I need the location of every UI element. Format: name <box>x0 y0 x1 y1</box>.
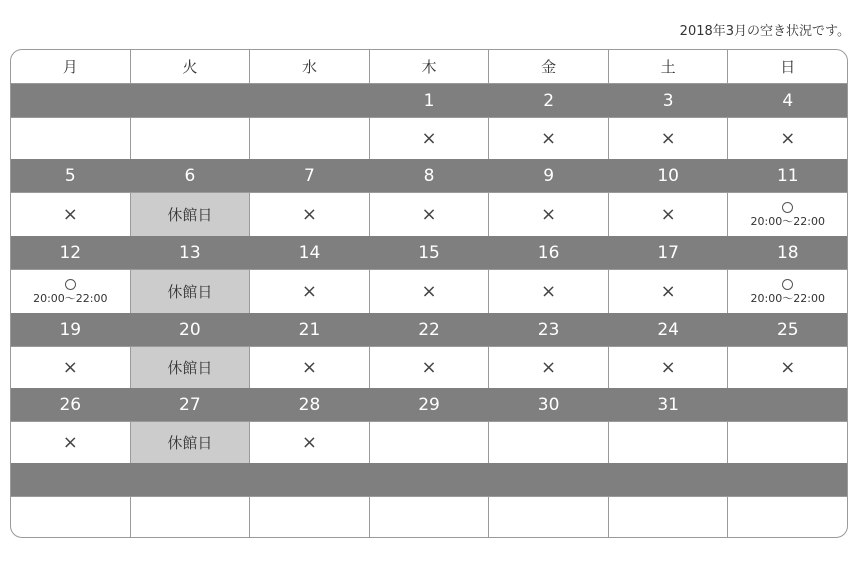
available-slot <box>727 270 847 313</box>
date-cell: 16 <box>488 236 608 269</box>
available-time: 20:00〜22:00 <box>33 292 108 305</box>
empty-cell <box>488 497 608 538</box>
date-cell: 8 <box>369 159 489 192</box>
date-cell <box>369 463 489 496</box>
available-slot-content <box>751 202 825 227</box>
status-row <box>11 496 847 538</box>
date-cell: 20 <box>130 313 250 346</box>
date-cell <box>11 84 130 117</box>
unavailable-mark: × <box>608 270 728 313</box>
empty-cell <box>130 497 250 538</box>
empty-cell <box>249 497 369 538</box>
available-time: 20:00〜22:00 <box>750 292 825 305</box>
date-cell: 10 <box>608 159 728 192</box>
date-cell: 25 <box>727 313 847 346</box>
unavailable-mark: × <box>249 422 369 463</box>
unavailable-mark: × <box>62 432 78 453</box>
date-cell: 31 <box>608 388 728 421</box>
available-circle-icon <box>782 279 793 290</box>
unavailable-mark: × <box>369 347 489 388</box>
date-cell: 12 <box>59 242 82 263</box>
empty-cell <box>608 497 728 538</box>
date-cell: 14 <box>249 236 369 269</box>
empty-cell <box>369 497 489 538</box>
calendar-weeks <box>11 84 847 538</box>
date-cell: 4 <box>727 84 847 117</box>
closed-day-label: 休館日 <box>130 347 250 388</box>
date-cell: 9 <box>488 159 608 192</box>
unavailable-mark: × <box>249 270 369 313</box>
weekday-header <box>11 50 847 84</box>
empty-cell <box>11 118 130 159</box>
date-row <box>11 388 847 421</box>
date-cell: 3 <box>608 84 728 117</box>
available-slot-content <box>751 279 825 304</box>
date-cell: 24 <box>608 313 728 346</box>
date-cell <box>249 84 369 117</box>
empty-cell <box>369 422 489 463</box>
weekday-wed: 水 <box>249 50 369 83</box>
date-cell <box>608 463 728 496</box>
unavailable-mark: × <box>608 193 728 236</box>
date-row <box>11 236 847 269</box>
empty-cell <box>727 422 847 463</box>
closed-day-label: 休館日 <box>130 193 250 236</box>
status-row <box>11 421 847 463</box>
date-cell: 7 <box>249 159 369 192</box>
date-cell: 19 <box>59 319 82 340</box>
date-cell <box>130 463 250 496</box>
date-cell <box>488 463 608 496</box>
date-cell: 22 <box>369 313 489 346</box>
available-circle-icon <box>65 279 76 290</box>
date-row <box>11 159 847 192</box>
date-cell: 28 <box>249 388 369 421</box>
empty-cell <box>608 422 728 463</box>
date-cell: 6 <box>130 159 250 192</box>
unavailable-mark: × <box>249 347 369 388</box>
date-cell: 5 <box>64 165 76 186</box>
unavailable-mark: × <box>608 347 728 388</box>
date-cell <box>11 463 130 496</box>
weekday-sat: 土 <box>608 50 728 83</box>
unavailable-mark: × <box>727 118 847 159</box>
date-cell: 1 <box>369 84 489 117</box>
status-row <box>11 117 847 159</box>
empty-cell <box>249 118 369 159</box>
unavailable-mark: × <box>249 193 369 236</box>
weekday-mon: 月 <box>62 58 78 76</box>
date-cell: 26 <box>59 394 82 415</box>
available-slot-content <box>33 279 107 304</box>
unavailable-mark: × <box>62 357 78 378</box>
date-cell: 23 <box>488 313 608 346</box>
date-cell: 21 <box>249 313 369 346</box>
weekday-sun: 日 <box>727 50 847 83</box>
status-row <box>11 346 847 388</box>
date-cell: 15 <box>369 236 489 269</box>
date-cell: 29 <box>369 388 489 421</box>
date-cell <box>249 463 369 496</box>
empty-cell <box>11 497 130 538</box>
date-cell: 30 <box>488 388 608 421</box>
available-slot <box>11 270 130 313</box>
unavailable-mark: × <box>727 347 847 388</box>
date-row <box>11 84 847 117</box>
date-cell: 27 <box>130 388 250 421</box>
date-cell: 18 <box>727 236 847 269</box>
empty-cell <box>727 497 847 538</box>
unavailable-mark: × <box>488 347 608 388</box>
unavailable-mark: × <box>369 118 489 159</box>
date-row <box>11 313 847 346</box>
unavailable-mark: × <box>369 270 489 313</box>
date-cell <box>727 463 847 496</box>
available-time: 20:00〜22:00 <box>750 215 825 228</box>
status-row <box>11 192 847 236</box>
unavailable-mark: × <box>488 118 608 159</box>
availability-calendar <box>10 49 848 538</box>
date-cell: 11 <box>727 159 847 192</box>
closed-day-label: 休館日 <box>130 270 250 313</box>
date-cell: 2 <box>488 84 608 117</box>
weekday-tue: 火 <box>130 50 250 83</box>
unavailable-mark: × <box>608 118 728 159</box>
date-row <box>11 463 847 496</box>
calendar-caption: 2018年3月の空き状況です。 <box>679 24 850 39</box>
date-cell <box>727 388 847 421</box>
closed-day-label: 休館日 <box>130 422 250 463</box>
date-cell: 13 <box>130 236 250 269</box>
unavailable-mark: × <box>488 193 608 236</box>
date-cell: 17 <box>608 236 728 269</box>
status-row <box>11 269 847 313</box>
unavailable-mark: × <box>62 204 78 225</box>
weekday-fri: 金 <box>488 50 608 83</box>
unavailable-mark: × <box>369 193 489 236</box>
empty-cell <box>488 422 608 463</box>
empty-cell <box>130 118 250 159</box>
available-circle-icon <box>782 202 793 213</box>
date-cell <box>130 84 250 117</box>
weekday-thu: 木 <box>369 50 489 83</box>
unavailable-mark: × <box>488 270 608 313</box>
available-slot <box>727 193 847 236</box>
